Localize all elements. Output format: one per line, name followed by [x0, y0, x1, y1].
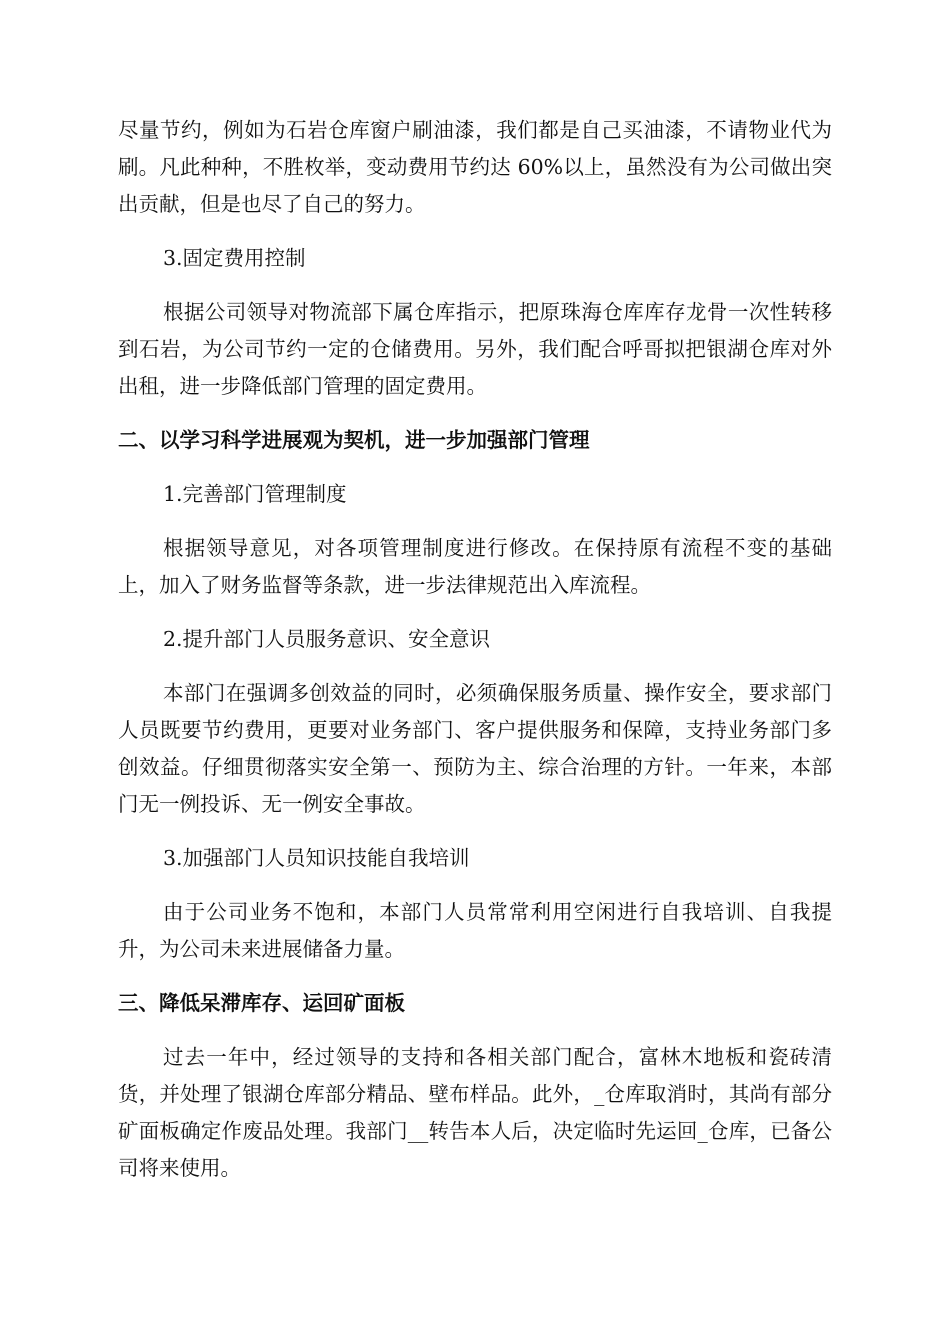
document-page: [118, 112, 832, 1204]
section-heading-2: 二、以学习科学进展观为契机，进一步加强部门管理: [118, 428, 590, 452]
paragraph-training: 由于公司业务不饱和，本部门人员常常利用空闲进行自我培训、自我提升，为公司未来进展储备力量。: [118, 900, 832, 961]
paragraph-inventory: 过去一年中，经过领导的支持和各相关部门配合，富林木地板和瓷砖清货，并处理了银湖仓库部分精品、壁布样品。此外，_仓库取消时，其尚有部分矿面板确定作废品处理。我部门__转告本人后，决定临时先运回_仓库，已备公司将来使用。: [118, 1045, 832, 1180]
paragraph-management-system: 根据领导意见，对各项管理制度进行修改。在保持原有流程不变的基础上，加入了财务监督等条款，进一步法律规范出入库流程。: [118, 536, 832, 597]
section-heading-3: 三、降低呆滞库存、运回矿面板: [118, 991, 405, 1015]
paragraph-cost-savings: 尽量节约，例如为石岩仓库窗户刷油漆，我们都是自己买油漆，不请物业代为刷。凡此种种，不胜枚举，变动费用节约达 60%以上，虽然没有为公司做出突出贡献，但是也尽了自己的努力。: [118, 118, 832, 216]
subheading-fixed-cost-control: 3.固定费用控制: [163, 246, 306, 270]
subheading-training: 3.加强部门人员知识技能自我培训: [163, 846, 470, 870]
subheading-service-safety: 2.提升部门人员服务意识、安全意识: [163, 627, 491, 651]
paragraph-fixed-cost: 根据公司领导对物流部下属仓库指示，把原珠海仓库库存龙骨一次性转移到石岩，为公司节约一定的仓储费用。另外，我们配合呼哥拟把银湖仓库对外出租，进一步降低部门管理的固定费用。: [118, 300, 832, 398]
paragraph-service-safety: 本部门在强调多创效益的同时，必须确保服务质量、操作安全，要求部门人员既要节约费用，更要对业务部门、客户提供服务和保障，支持业务部门多创效益。仔细贯彻落实安全第一、预防为主、综合治理的方针。一年来，本部门无一例投诉、无一例安全事故。: [118, 681, 832, 816]
subheading-management-system: 1.完善部门管理制度: [163, 482, 347, 506]
